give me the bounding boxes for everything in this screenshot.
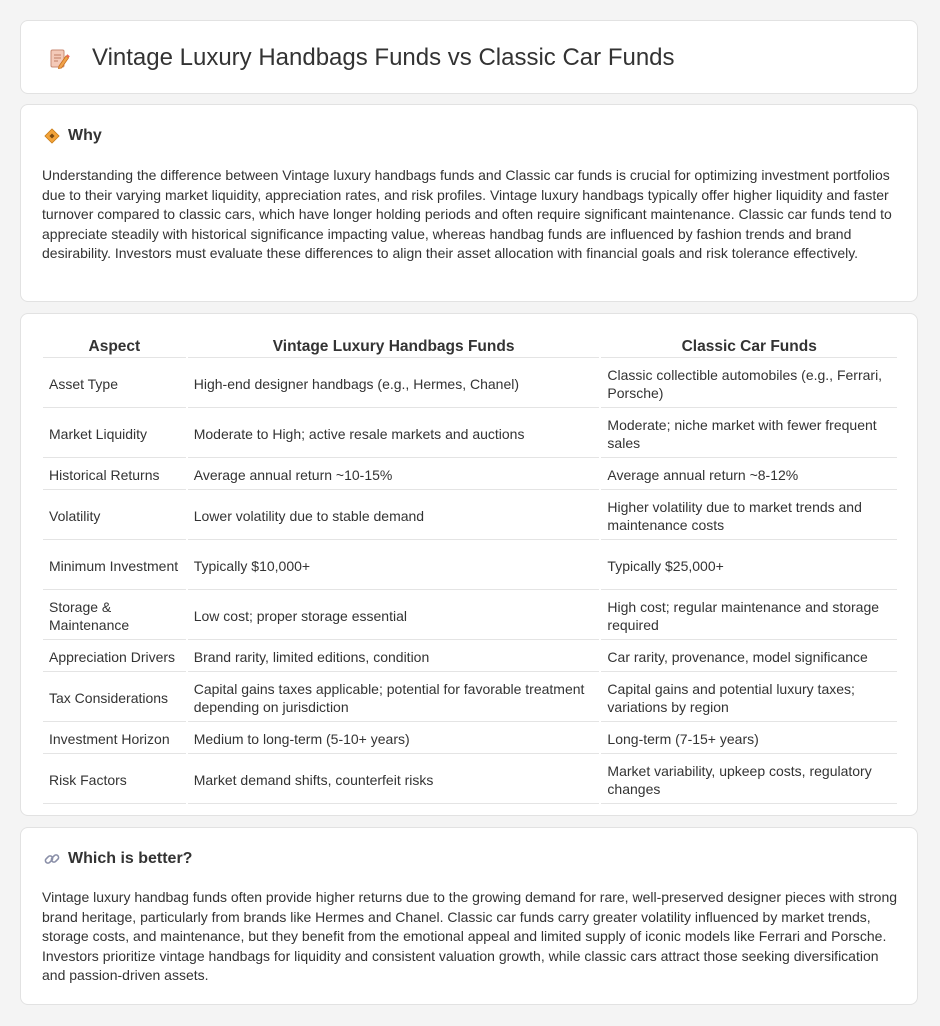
cars-cell: Car rarity, provenance, model significance (601, 642, 897, 672)
handbags-cell: Average annual return ~10-15% (188, 460, 600, 490)
why-text: Understanding the difference between Vintage luxury handbags funds and Classic car funds is crucial for optimizing investment portfolios due to their varying market liquidity, appreciation rates, and risk profiles. Vintage luxury handbags typically offer higher liquidity and faster turnover compared to classic cars, which have longer holding periods and often require significant maintenance. Classic car funds tend to appreciate steadily with historical significance impacting value, whereas handbag funds are influenced by fashion trends and brand desirability. Investors must evaluate these differences to align their asset allocation with financial goals and risk tolerance effectively. (42, 167, 892, 262)
comparison-table-card (20, 313, 918, 816)
column-header-handbags: Vintage Luxury Handbags Funds (188, 336, 600, 358)
cars-cell: High cost; regular maintenance and storage required (601, 592, 897, 640)
handbags-cell: Market demand shifts, counterfeit risks (188, 756, 600, 804)
cars-cell: Typically $25,000+ (601, 542, 897, 590)
table-row (43, 592, 897, 640)
handbags-cell: Moderate to High; active resale markets and auctions (188, 410, 600, 458)
aspect-cell: Appreciation Drivers (43, 642, 186, 672)
cars-cell: Moderate; niche market with fewer frequent sales (601, 410, 897, 458)
table-row (43, 410, 897, 458)
aspect-cell: Investment Horizon (43, 724, 186, 754)
cars-cell: Market variability, upkeep costs, regulatory changes (601, 756, 897, 804)
cars-cell: Long-term (7-15+ years) (601, 724, 897, 754)
cars-cell: Classic collectible automobiles (e.g., Ferrari, Porsche) (601, 360, 897, 408)
table-row (43, 724, 897, 754)
link-icon (43, 850, 61, 868)
table-row (43, 360, 897, 408)
aspect-cell: Tax Considerations (43, 674, 186, 722)
handbags-cell: Capital gains taxes applicable; potential for favorable treatment depending on jurisdiction (188, 674, 600, 722)
comparison-table (41, 334, 899, 806)
why-heading-row (43, 127, 102, 145)
handbags-cell: Lower volatility due to stable demand (188, 492, 600, 540)
handbags-cell: Brand rarity, limited editions, condition (188, 642, 600, 672)
aspect-cell: Minimum Investment (43, 542, 186, 590)
table-row (43, 674, 897, 722)
handbags-cell: Low cost; proper storage essential (188, 592, 600, 640)
aspect-cell: Historical Returns (43, 460, 186, 490)
page-title: Vintage Luxury Handbags Funds vs Classic Car Funds (92, 44, 675, 71)
column-header-cars: Classic Car Funds (601, 336, 897, 358)
document-edit-icon (47, 47, 71, 71)
column-header-aspect: Aspect (43, 336, 186, 358)
cars-cell: Capital gains and potential luxury taxes; variations by region (601, 674, 897, 722)
table-row (43, 492, 897, 540)
table-row (43, 460, 897, 490)
aspect-cell: Market Liquidity (43, 410, 186, 458)
why-section (20, 104, 918, 302)
better-heading: Which is better? (68, 850, 193, 867)
handbags-cell: High-end designer handbags (e.g., Hermes, Chanel) (188, 360, 600, 408)
aspect-cell: Volatility (43, 492, 186, 540)
cars-cell: Average annual return ~8-12% (601, 460, 897, 490)
table-row (43, 542, 897, 590)
aspect-cell: Storage & Maintenance (43, 592, 186, 640)
table-row (43, 756, 897, 804)
aspect-cell: Asset Type (43, 360, 186, 408)
aspect-cell: Risk Factors (43, 756, 186, 804)
which-is-better-section (20, 827, 918, 1005)
why-heading: Why (68, 127, 102, 144)
better-text: Vintage luxury handbag funds often provide higher returns due to the growing demand for rare, well-preserved designer pieces with strong brand heritage, particularly from brands like Hermes and Chanel. Classic car funds carry greater volatility influenced by market trends, storage costs, and maintenance, but they benefit from the emotional appeal and limited supply of iconic models like Ferrari and Porsche. Investors prioritize vintage handbags for liquidity and consistent valuation growth, while classic cars attract those seeking diversification and passion-driven assets. (42, 889, 898, 984)
table-row (43, 642, 897, 672)
diamond-signs-icon (43, 127, 61, 145)
header-card (20, 20, 918, 94)
table-header-row (43, 336, 897, 358)
cars-cell: Higher volatility due to market trends and maintenance costs (601, 492, 897, 540)
handbags-cell: Medium to long-term (5-10+ years) (188, 724, 600, 754)
better-heading-row (43, 850, 192, 868)
handbags-cell: Typically $10,000+ (188, 542, 600, 590)
